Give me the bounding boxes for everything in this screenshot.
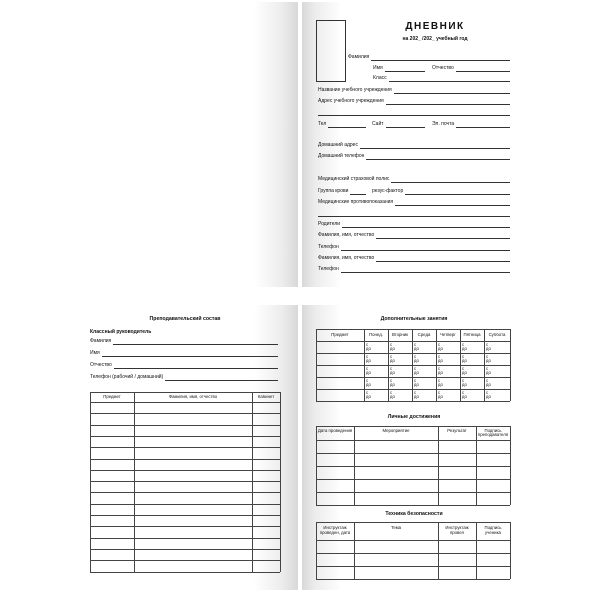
slot-to-label: до — [366, 382, 371, 387]
field-label: Телефон — [318, 266, 339, 272]
field-label: Класс — [373, 75, 387, 81]
slot-from-label: с — [390, 353, 393, 359]
field-label: Фамилия — [348, 54, 370, 60]
fill-line — [318, 216, 510, 217]
column-header: Четверг — [440, 332, 456, 337]
extra-vline — [436, 329, 437, 401]
school-year-subtitle: на 202_ /202_ учебный год — [402, 36, 468, 42]
slot-from-label: с — [414, 341, 417, 347]
column-header: Результат — [447, 428, 467, 433]
extra-vline — [460, 329, 461, 401]
slot-to-label: до — [366, 346, 371, 351]
slot-from-label: с — [462, 365, 465, 371]
field-label: Имя — [373, 65, 383, 71]
slot-from-label: с — [438, 365, 441, 371]
fill-line — [165, 380, 278, 381]
field-label: Отчество — [90, 362, 112, 368]
fill-line — [394, 93, 510, 94]
teachers-vline — [280, 392, 281, 572]
column-header: Подпись преподавателя — [477, 428, 509, 438]
achievements-hline — [316, 505, 510, 506]
slot-to-label: до — [486, 358, 491, 363]
column-header: Тема — [390, 526, 402, 530]
slot-from-label: с — [414, 377, 417, 383]
slot-from-label: с — [438, 377, 441, 383]
safety-hline — [316, 566, 510, 567]
field-label: Адрес учебного учреждения — [318, 98, 384, 104]
column-header: Среда — [417, 332, 431, 337]
slot-to-label: до — [462, 370, 467, 375]
field-label: Эл. почта — [432, 121, 455, 127]
field-label: Тел — [318, 121, 327, 127]
fill-line — [386, 104, 510, 105]
achievements-vline — [476, 426, 477, 505]
achievements-hline — [316, 466, 510, 467]
slot-from-label: с — [438, 353, 441, 359]
slot-to-label: до — [462, 394, 467, 399]
extra-vline — [510, 329, 511, 401]
extra-vline — [316, 329, 317, 401]
fill-line — [385, 71, 425, 72]
extra-vline — [388, 329, 389, 401]
slot-to-label: до — [366, 370, 371, 375]
safety-hline — [316, 522, 510, 523]
achievements-title: Личные достижения — [387, 414, 441, 420]
extra-hline — [316, 377, 510, 378]
slot-to-label: до — [414, 358, 419, 363]
fill-line — [114, 368, 278, 369]
fill-line — [456, 127, 510, 128]
teachers-vline — [252, 392, 253, 572]
slot-from-label: с — [390, 341, 393, 347]
teachers-title: Преподавательский состав — [149, 316, 221, 322]
field-label: Фамилия — [90, 338, 112, 344]
slot-to-label: до — [414, 394, 419, 399]
slot-to-label: до — [438, 358, 443, 363]
slot-from-label: с — [366, 353, 369, 359]
column-header: Кабинет — [257, 395, 275, 399]
column-header: Фамилия, имя, отчество — [168, 395, 218, 399]
slot-to-label: до — [438, 394, 443, 399]
slot-from-label: с — [390, 365, 393, 371]
field-label: Телефон (рабочий / домашний) — [90, 374, 164, 380]
field-label: Родители — [318, 221, 341, 227]
slot-to-label: до — [462, 358, 467, 363]
column-header: Пятница — [463, 332, 481, 337]
diary-title: ДНЕВНИК — [405, 21, 465, 32]
slot-to-label: до — [414, 382, 419, 387]
slot-from-label: с — [486, 341, 489, 347]
safety-hline — [316, 579, 510, 580]
field-label: Домашний адрес — [318, 142, 358, 148]
safety-vline — [510, 522, 511, 579]
column-header: Подпись ученика — [484, 526, 502, 535]
slot-from-label: с — [462, 377, 465, 383]
slot-to-label: до — [486, 394, 491, 399]
slot-to-label: до — [390, 382, 395, 387]
slot-from-label: с — [486, 353, 489, 359]
slot-to-label: до — [390, 358, 395, 363]
slot-from-label: с — [366, 341, 369, 347]
slot-to-label: до — [438, 382, 443, 387]
safety-hline — [316, 540, 510, 541]
fill-line — [342, 227, 510, 228]
column-header: Инструктаж провел — [445, 526, 469, 535]
fill-line — [366, 159, 510, 160]
slot-from-label: с — [462, 353, 465, 359]
slot-from-label: с — [486, 365, 489, 371]
slot-from-label: с — [414, 365, 417, 371]
field-label: Медицинский страховой полис — [318, 176, 390, 182]
extra-vline — [364, 329, 365, 401]
teachers-vline — [134, 392, 135, 572]
slot-from-label: с — [390, 377, 393, 383]
slot-to-label: до — [390, 394, 395, 399]
slot-from-label: с — [366, 365, 369, 371]
column-header: Предмет — [331, 332, 349, 337]
field-label: Название учебного учреждения — [318, 87, 392, 93]
field-label: Группа крови — [318, 188, 349, 194]
achievements-vline — [316, 426, 317, 505]
fill-line — [376, 238, 510, 239]
slot-to-label: до — [366, 394, 371, 399]
field-label: Домашний телефон — [318, 153, 365, 159]
slot-to-label: до — [414, 370, 419, 375]
fill-line — [389, 81, 510, 82]
slot-from-label: с — [414, 389, 417, 395]
column-header: Предмет — [103, 395, 121, 399]
fill-line — [328, 127, 366, 128]
fill-line — [341, 250, 510, 251]
safety-title: Техника безопасности — [385, 511, 443, 517]
slot-from-label: с — [366, 389, 369, 395]
slot-from-label: с — [462, 341, 465, 347]
column-header: Инструктаж проведен, дата — [319, 526, 351, 535]
field-label: Телефон — [318, 244, 339, 250]
fill-line — [376, 261, 510, 262]
safety-hline — [316, 553, 510, 554]
fill-line — [391, 182, 510, 183]
slot-to-label: до — [438, 346, 443, 351]
photo-frame — [316, 20, 346, 82]
achievements-hline — [316, 440, 510, 441]
fill-line — [341, 272, 510, 273]
achievements-hline — [316, 479, 510, 480]
fill-line — [360, 148, 510, 149]
slot-to-label: до — [486, 382, 491, 387]
slot-to-label: до — [486, 346, 491, 351]
slot-from-label: с — [438, 341, 441, 347]
field-label: Фамилия, имя, отчество — [318, 255, 375, 261]
field-label: Имя — [90, 350, 100, 356]
achievements-vline — [510, 426, 511, 505]
extra-hline — [316, 365, 510, 366]
slot-from-label: с — [438, 389, 441, 395]
column-header: Суббота — [488, 332, 506, 337]
fill-line — [350, 194, 366, 195]
achievements-vline — [354, 426, 355, 505]
extra-hline — [316, 341, 510, 342]
fill-line — [405, 194, 510, 195]
extra-hline — [316, 401, 510, 402]
fill-line — [386, 127, 425, 128]
inside-cover-page — [78, 2, 298, 287]
achievements-hline — [316, 426, 510, 427]
extra-vline — [484, 329, 485, 401]
achievements-vline — [438, 426, 439, 505]
extra-vline — [412, 329, 413, 401]
extra-hline — [316, 329, 510, 330]
extra-classes-title: Дополнительные занятия — [380, 316, 448, 322]
column-header: Понед. — [369, 332, 383, 337]
homeroom-label: Классный руководитель — [90, 329, 152, 335]
column-header: Вторник — [391, 332, 409, 337]
field-label: Фамилия, имя, отчество — [318, 232, 375, 238]
column-header: Дата проведения — [317, 428, 353, 433]
slot-from-label: с — [486, 389, 489, 395]
fill-line — [113, 344, 278, 345]
slot-to-label: до — [486, 370, 491, 375]
slot-to-label: до — [390, 346, 395, 351]
slot-to-label: до — [414, 346, 419, 351]
fill-line — [371, 60, 510, 61]
slot-from-label: с — [462, 389, 465, 395]
field-label: Медицинские противопоказания — [318, 199, 394, 205]
achievements-hline — [316, 492, 510, 493]
slot-from-label: с — [414, 353, 417, 359]
fill-line — [102, 356, 278, 357]
field-label: резус-фактор — [372, 188, 404, 194]
field-label: Отчество — [432, 65, 454, 71]
column-header: Мероприятие — [382, 428, 410, 433]
fill-line — [395, 205, 510, 206]
slot-to-label: до — [462, 382, 467, 387]
extra-hline — [316, 353, 510, 354]
slot-from-label: с — [366, 377, 369, 383]
slot-to-label: до — [366, 358, 371, 363]
fill-line — [456, 71, 510, 72]
teachers-vline — [90, 392, 91, 572]
field-label: Сайт — [372, 121, 384, 127]
extra-hline — [316, 389, 510, 390]
achievements-hline — [316, 453, 510, 454]
slot-from-label: с — [486, 377, 489, 383]
slot-to-label: до — [390, 370, 395, 375]
fill-line — [318, 115, 510, 116]
teachers-hline — [90, 572, 280, 573]
slot-from-label: с — [390, 389, 393, 395]
slot-to-label: до — [438, 370, 443, 375]
slot-to-label: до — [462, 346, 467, 351]
